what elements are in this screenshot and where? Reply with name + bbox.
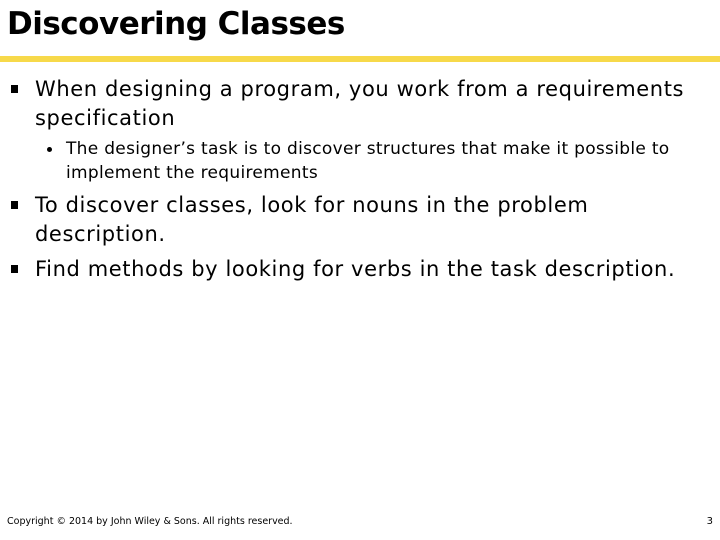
square-bullet-icon <box>11 85 18 93</box>
round-bullet-icon <box>47 147 52 152</box>
bullet-item <box>11 191 711 249</box>
bullet-item <box>11 255 711 284</box>
page-number: 3 <box>706 516 713 527</box>
slide-title: Discovering Classes <box>7 6 345 42</box>
title-underline-bar <box>0 56 720 62</box>
bullet-text: When designing a program, you work from a requirements specification <box>35 77 685 130</box>
sub-bullet-text: The designer’s task is to discover structures that make it possible to implement the requirements <box>66 139 670 183</box>
bullet-text: To discover classes, look for nouns in the problem description. <box>35 193 589 246</box>
bullet-text: Find methods by looking for verbs in the task description. <box>35 257 676 281</box>
square-bullet-icon <box>11 265 18 273</box>
bullet-item <box>11 75 711 133</box>
sub-bullet-item <box>47 137 717 185</box>
copyright-footer: Copyright © 2014 by John Wiley & Sons. All rights reserved. <box>7 516 293 527</box>
square-bullet-icon <box>11 201 18 209</box>
